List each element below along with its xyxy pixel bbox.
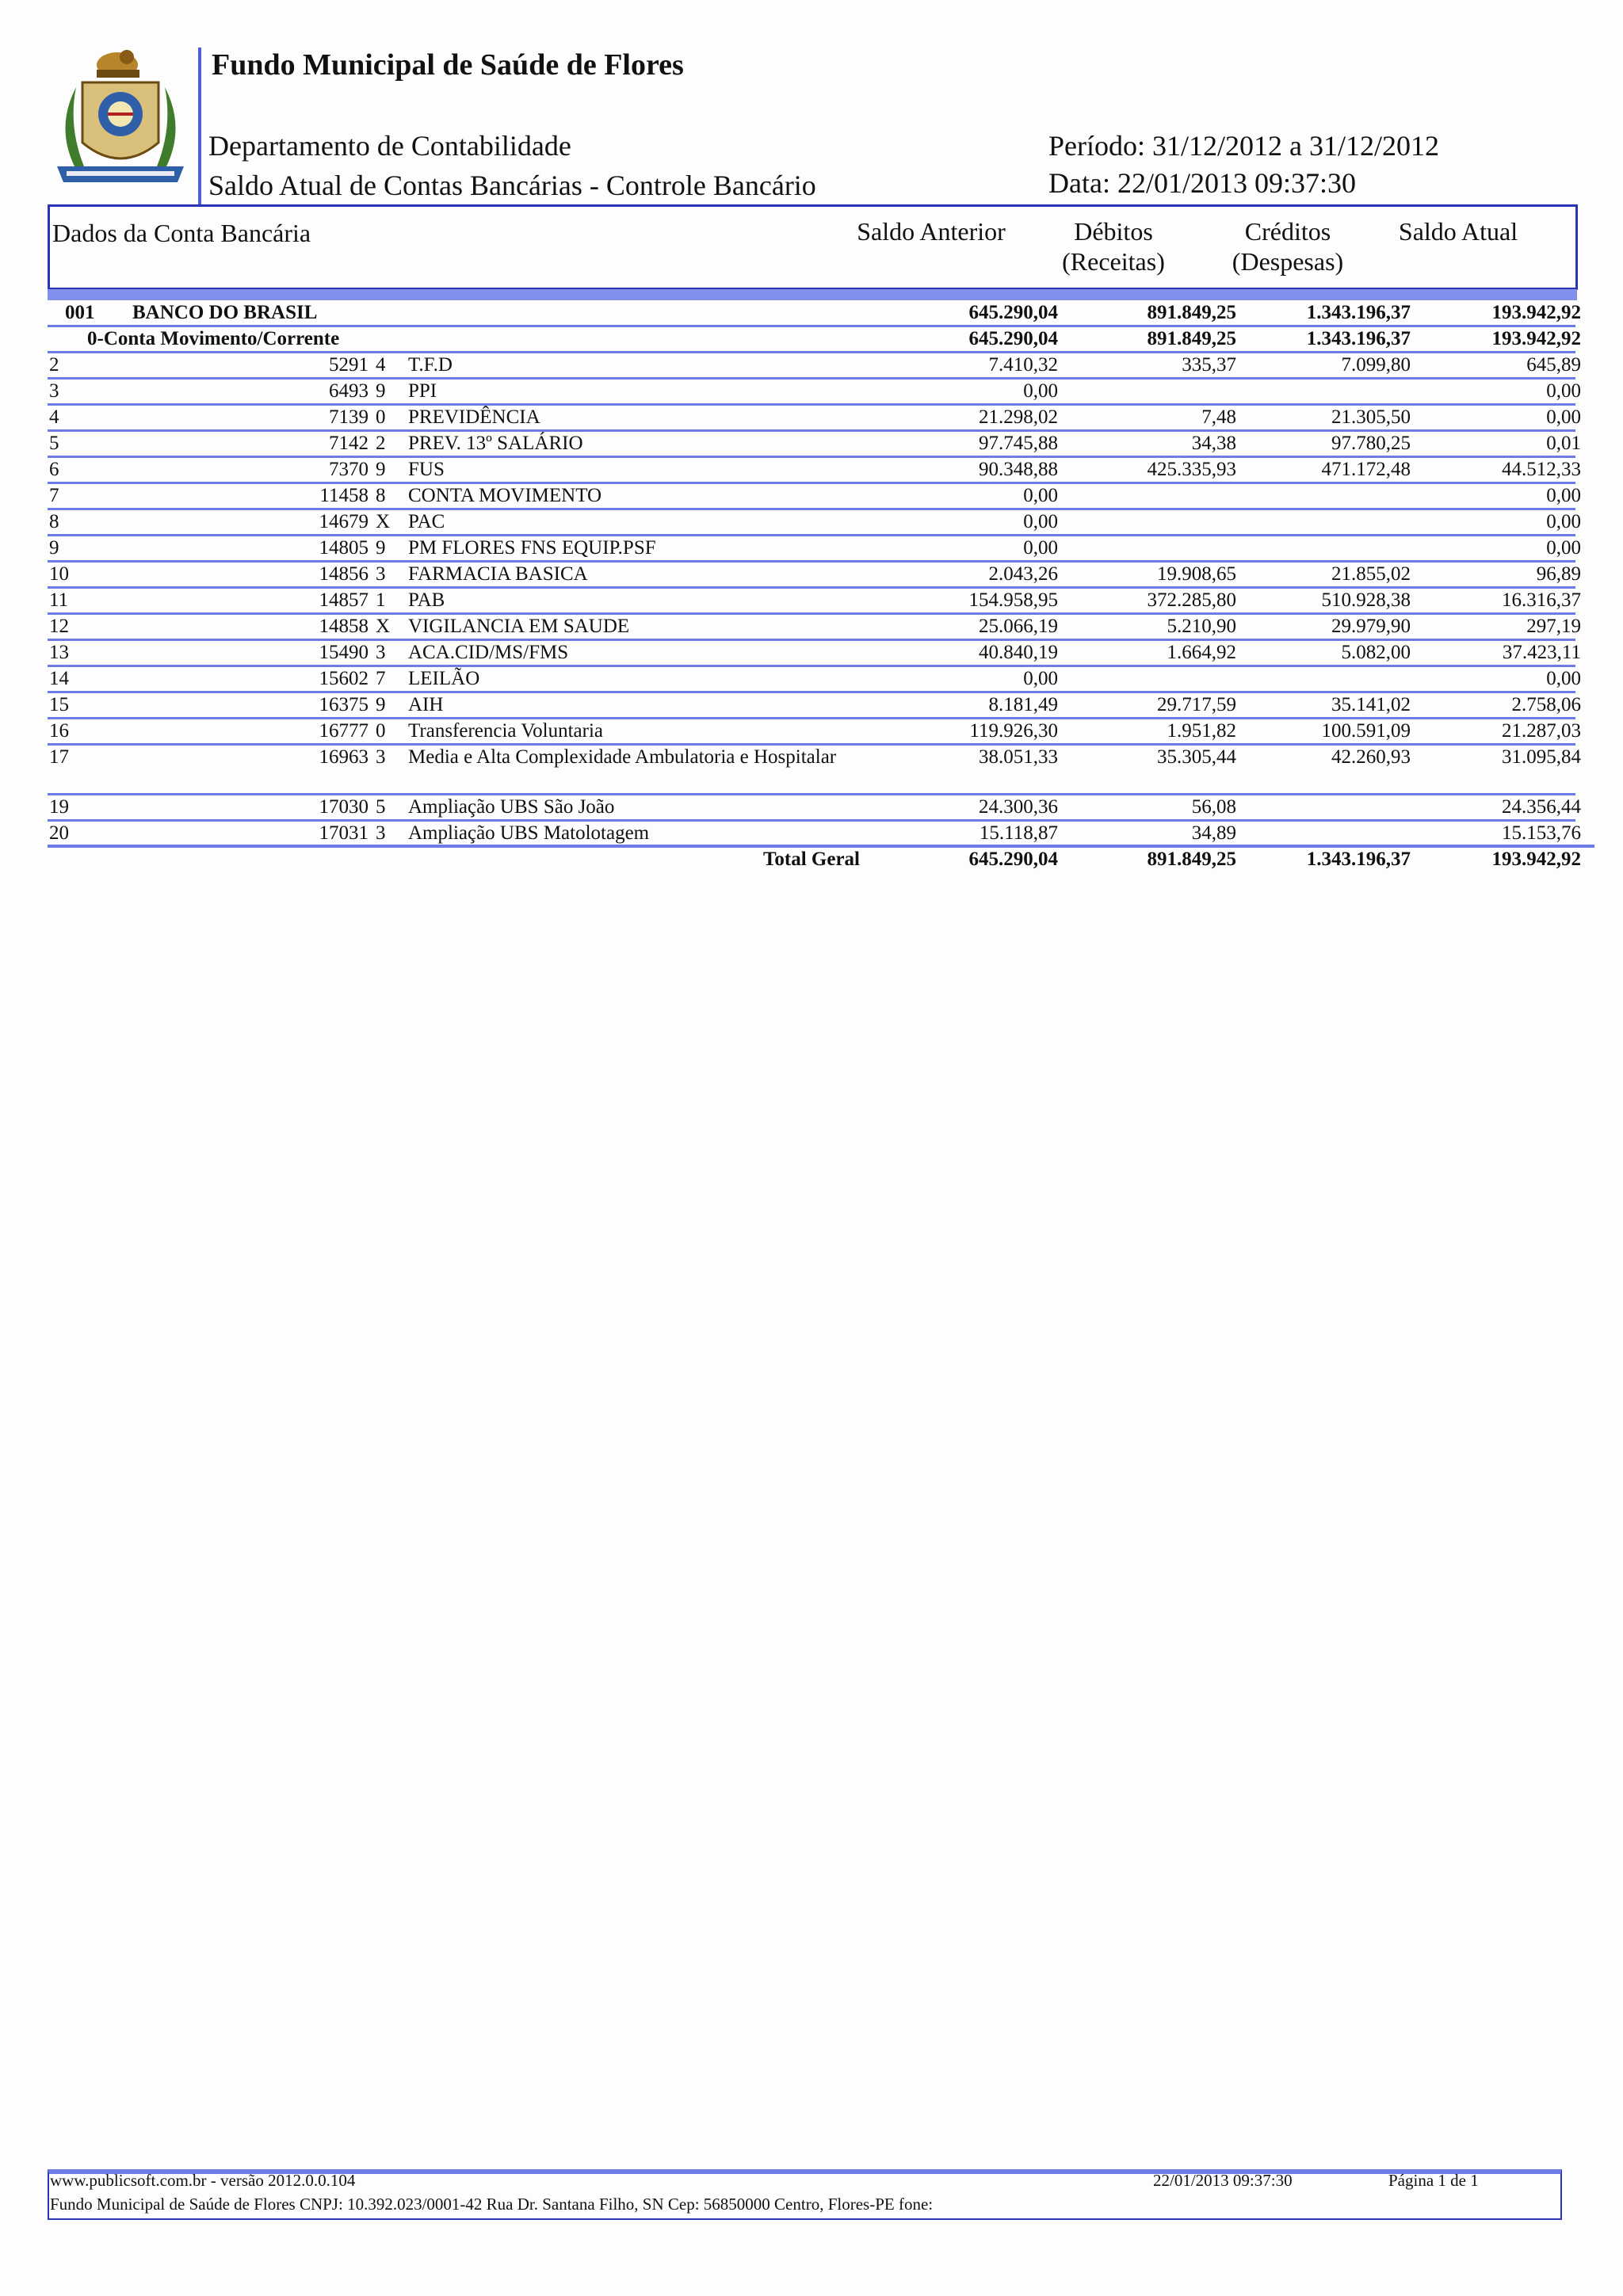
group-row [48,327,1581,353]
total-saldo-atual: 193.942,92 [1491,849,1581,870]
row-seq: 16 [49,720,69,742]
row-saldo-anterior: 38.051,33 [979,746,1058,768]
row-creditos: 42.260,93 [1331,746,1411,768]
row-account-number: 15490 [319,642,369,663]
row-saldo-anterior: 21.298,02 [979,406,1058,428]
table-row [48,379,1581,406]
row-account-digit: 9 [376,537,386,559]
total-creditos: 1.343.196,37 [1306,849,1411,870]
row-description: PAB [408,589,445,611]
row-account-digit: 9 [376,459,386,480]
table-row [48,667,1581,693]
row-saldo-anterior: 0,00 [1023,380,1058,402]
table-row [48,536,1581,563]
row-debitos: 1.664,92 [1167,642,1236,663]
row-account-digit: X [376,511,391,532]
row-account-digit: 8 [376,485,386,506]
bank-creditos: 1.343.196,37 [1306,302,1411,323]
bank-name: BANCO DO BRASIL [132,302,318,323]
row-description: Transferencia Voluntaria [408,720,604,742]
row-account-number: 16375 [319,694,369,715]
row-saldo-atual: 0,01 [1546,433,1581,454]
row-seq: 9 [49,537,59,559]
row-account-digit: 0 [376,720,386,742]
row-account-digit: X [376,616,391,637]
row-saldo-anterior: 15.118,87 [979,822,1058,844]
row-debitos: 335,37 [1182,354,1236,376]
row-saldo-atual: 0,00 [1546,485,1581,506]
footer-timestamp: 22/01/2013 09:37:30 [1153,2171,1293,2190]
group-debitos: 891.849,25 [1147,328,1236,349]
row-saldo-atual: 0,00 [1546,537,1581,559]
table-row [48,406,1581,432]
table-row [48,719,1581,746]
row-saldo-atual: 2.758,06 [1511,694,1581,715]
table-row [48,510,1581,536]
group-saldo-anterior: 645.290,04 [968,328,1058,349]
row-account-number: 14805 [319,537,369,559]
coat-of-arms-icon [51,48,190,190]
row-description: Ampliação UBS São João [408,796,615,818]
accounts-table [48,301,1581,848]
table-row [48,746,1581,795]
row-saldo-anterior: 119.926,30 [969,720,1058,742]
row-seq: 5 [49,433,59,454]
row-account-number: 16777 [319,720,369,742]
group-saldo-atual: 193.942,92 [1491,328,1581,349]
total-saldo-anterior: 645.290,04 [968,849,1058,870]
bank-code: 001 [65,302,95,323]
row-saldo-atual: 37.423,11 [1502,642,1581,663]
department-label: Departamento de Contabilidade [208,130,571,162]
row-saldo-anterior: 7.410,32 [988,354,1058,376]
total-debitos: 891.849,25 [1147,849,1236,870]
row-debitos: 34,89 [1191,822,1236,844]
row-seq: 14 [49,668,69,689]
row-saldo-atual: 24.356,44 [1502,796,1581,818]
row-creditos: 97.780,25 [1331,433,1411,454]
row-saldo-anterior: 24.300,36 [979,796,1058,818]
row-description: PPI [408,380,437,402]
row-saldo-anterior: 90.348,88 [979,459,1058,480]
row-description: PM FLORES FNS EQUIP.PSF [408,537,656,559]
table-row [48,693,1581,719]
row-creditos: 471.172,48 [1321,459,1411,480]
row-creditos: 35.141,02 [1331,694,1411,715]
header-band [48,289,1577,300]
row-account-number: 16963 [319,746,369,768]
row-seq: 20 [49,822,69,844]
row-account-number: 14858 [319,616,369,637]
col-header-debitos [1030,216,1197,277]
row-saldo-anterior: 40.840,19 [979,642,1058,663]
row-account-number: 6493 [329,380,369,402]
row-account-number: 14856 [319,563,369,585]
row-saldo-atual: 0,00 [1546,668,1581,689]
col-header-saldo-anterior: Saldo Anterior [857,217,1006,246]
row-account-number: 14857 [319,589,369,611]
row-saldo-anterior: 0,00 [1023,668,1058,689]
row-description: T.F.D [408,354,453,376]
row-saldo-atual: 31.095,84 [1502,746,1581,768]
table-row [48,563,1581,589]
row-saldo-anterior: 0,00 [1023,485,1058,506]
row-account-number: 7370 [329,459,369,480]
row-debitos: 425.335,93 [1147,459,1236,480]
footer-site: www.publicsoft.com.br - versão 2012.0.0.104 [50,2171,356,2190]
row-account-number: 17031 [319,822,369,844]
row-saldo-anterior: 97.745,88 [979,433,1058,454]
col-header-dados: Dados da Conta Bancária [52,219,311,247]
table-row [48,484,1581,510]
row-debitos: 7,48 [1201,406,1236,428]
row-saldo-atual: 0,00 [1546,380,1581,402]
row-seq: 15 [49,694,69,715]
row-description: PAC [408,511,445,532]
table-row [48,795,1581,822]
row-debitos: 29.717,59 [1157,694,1236,715]
row-creditos: 5.082,00 [1341,642,1411,663]
row-creditos: 100.591,09 [1321,720,1411,742]
col-header-debitos-label: Débitos [1074,217,1153,246]
row-seq: 4 [49,406,59,428]
row-saldo-atual: 15.153,76 [1502,822,1581,844]
row-description: ACA.CID/MS/FMS [408,642,569,663]
bank-debitos: 891.849,25 [1147,302,1236,323]
row-seq: 7 [49,485,59,506]
bank-saldo-atual: 193.942,92 [1491,302,1581,323]
row-account-digit: 9 [376,380,386,402]
row-seq: 2 [49,354,59,376]
row-account-digit: 7 [376,668,386,689]
row-creditos: 21.305,50 [1331,406,1411,428]
row-saldo-atual: 0,00 [1546,406,1581,428]
row-debitos: 35.305,44 [1157,746,1236,768]
row-saldo-anterior: 8.181,49 [988,694,1058,715]
table-row [48,432,1581,458]
row-debitos: 372.285,80 [1147,589,1236,611]
total-row [48,849,1581,875]
row-saldo-atual: 297,19 [1526,616,1581,637]
row-account-digit: 9 [376,694,386,715]
row-account-number: 7139 [329,406,369,428]
row-description: PREVIDÊNCIA [408,406,540,428]
table-row [48,589,1581,615]
row-debitos: 1.951,82 [1167,720,1236,742]
row-seq: 17 [49,746,69,768]
row-account-digit: 3 [376,563,386,585]
row-saldo-anterior: 2.043,26 [988,563,1058,585]
row-debitos: 56,08 [1191,796,1236,818]
col-header-creditos-label: Créditos [1244,217,1331,246]
row-account-digit: 0 [376,406,386,428]
total-label: Total Geral [763,849,860,870]
row-description: Ampliação UBS Matolotagem [408,822,650,844]
row-seq: 19 [49,796,69,818]
row-creditos: 7.099,80 [1341,354,1411,376]
row-seq: 13 [49,642,69,663]
row-account-digit: 4 [376,354,386,376]
row-description: VIGILANCIA EM SAUDE [408,616,630,637]
row-seq: 10 [49,563,69,585]
row-creditos: 21.855,02 [1331,563,1411,585]
row-saldo-atual: 645,89 [1526,354,1581,376]
row-description: Media e Alta Complexidade Ambulatoria e Hospitalar [408,746,837,768]
bank-row [48,301,1581,327]
row-saldo-atual: 21.287,03 [1502,720,1581,742]
row-account-digit: 3 [376,642,386,663]
row-description: CONTA MOVIMENTO [408,485,602,506]
group-creditos: 1.343.196,37 [1306,328,1411,349]
row-account-digit: 5 [376,796,386,818]
row-account-number: 15602 [319,668,369,689]
row-saldo-atual: 96,89 [1536,563,1581,585]
table-row [48,353,1581,379]
row-seq: 11 [49,589,69,611]
row-description: FUS [408,459,445,480]
col-header-saldo-atual: Saldo Atual [1398,217,1518,246]
row-saldo-anterior: 0,00 [1023,511,1058,532]
row-saldo-anterior: 25.066,19 [979,616,1058,637]
row-seq: 3 [49,380,59,402]
group-name: 0-Conta Movimento/Corrente [87,328,340,349]
row-description: AIH [408,694,444,715]
total-divider [48,845,1594,848]
row-saldo-atual: 0,00 [1546,511,1581,532]
row-saldo-atual: 16.316,37 [1502,589,1581,611]
row-account-digit: 2 [376,433,386,454]
row-account-digit: 3 [376,746,386,768]
row-account-number: 14679 [319,511,369,532]
col-header-creditos [1209,216,1367,277]
footer-page: Página 1 de 1 [1388,2171,1479,2190]
row-creditos: 29.979,90 [1331,616,1411,637]
footer-address: Fundo Municipal de Saúde de Flores CNPJ: 10.392.023/0001-42 Rua Dr. Santana Filho, SN Cep: 56850000 Centro, Flores-PE fone: [50,2195,934,2214]
row-saldo-anterior: 154.958,95 [968,589,1058,611]
row-debitos: 34,38 [1191,433,1236,454]
report-title: Saldo Atual de Contas Bancárias - Controle Bancário [208,170,816,201]
row-account-number: 17030 [319,796,369,818]
col-header-creditos-sub: (Despesas) [1232,247,1344,276]
row-account-digit: 1 [376,589,386,611]
row-description: PREV. 13º SALÁRIO [408,433,583,454]
bank-saldo-anterior: 645.290,04 [968,302,1058,323]
account-rows [48,353,1581,848]
table-row [48,615,1581,641]
org-title: Fundo Municipal de Saúde de Flores [212,48,684,82]
row-saldo-atual: 44.512,33 [1502,459,1581,480]
row-debitos: 19.908,65 [1157,563,1236,585]
issue-date-label: Data: 22/01/2013 09:37:30 [1048,167,1356,199]
row-seq: 6 [49,459,59,480]
row-account-number: 5291 [329,354,369,376]
period-label: Período: 31/12/2012 a 31/12/2012 [1048,130,1439,162]
row-debitos: 5.210,90 [1167,616,1236,637]
row-seq: 8 [49,511,59,532]
row-creditos: 510.928,38 [1321,589,1411,611]
row-account-digit: 3 [376,822,386,844]
row-seq: 12 [49,616,69,637]
col-header-debitos-sub: (Receitas) [1062,247,1165,276]
header-divider [198,48,201,206]
table-row [48,458,1581,484]
row-saldo-anterior: 0,00 [1023,537,1058,559]
row-account-number: 7142 [329,433,369,454]
row-account-number: 11458 [319,485,369,506]
table-row [48,641,1581,667]
row-description: FARMACIA BASICA [408,563,588,585]
row-description: LEILÃO [408,668,480,689]
